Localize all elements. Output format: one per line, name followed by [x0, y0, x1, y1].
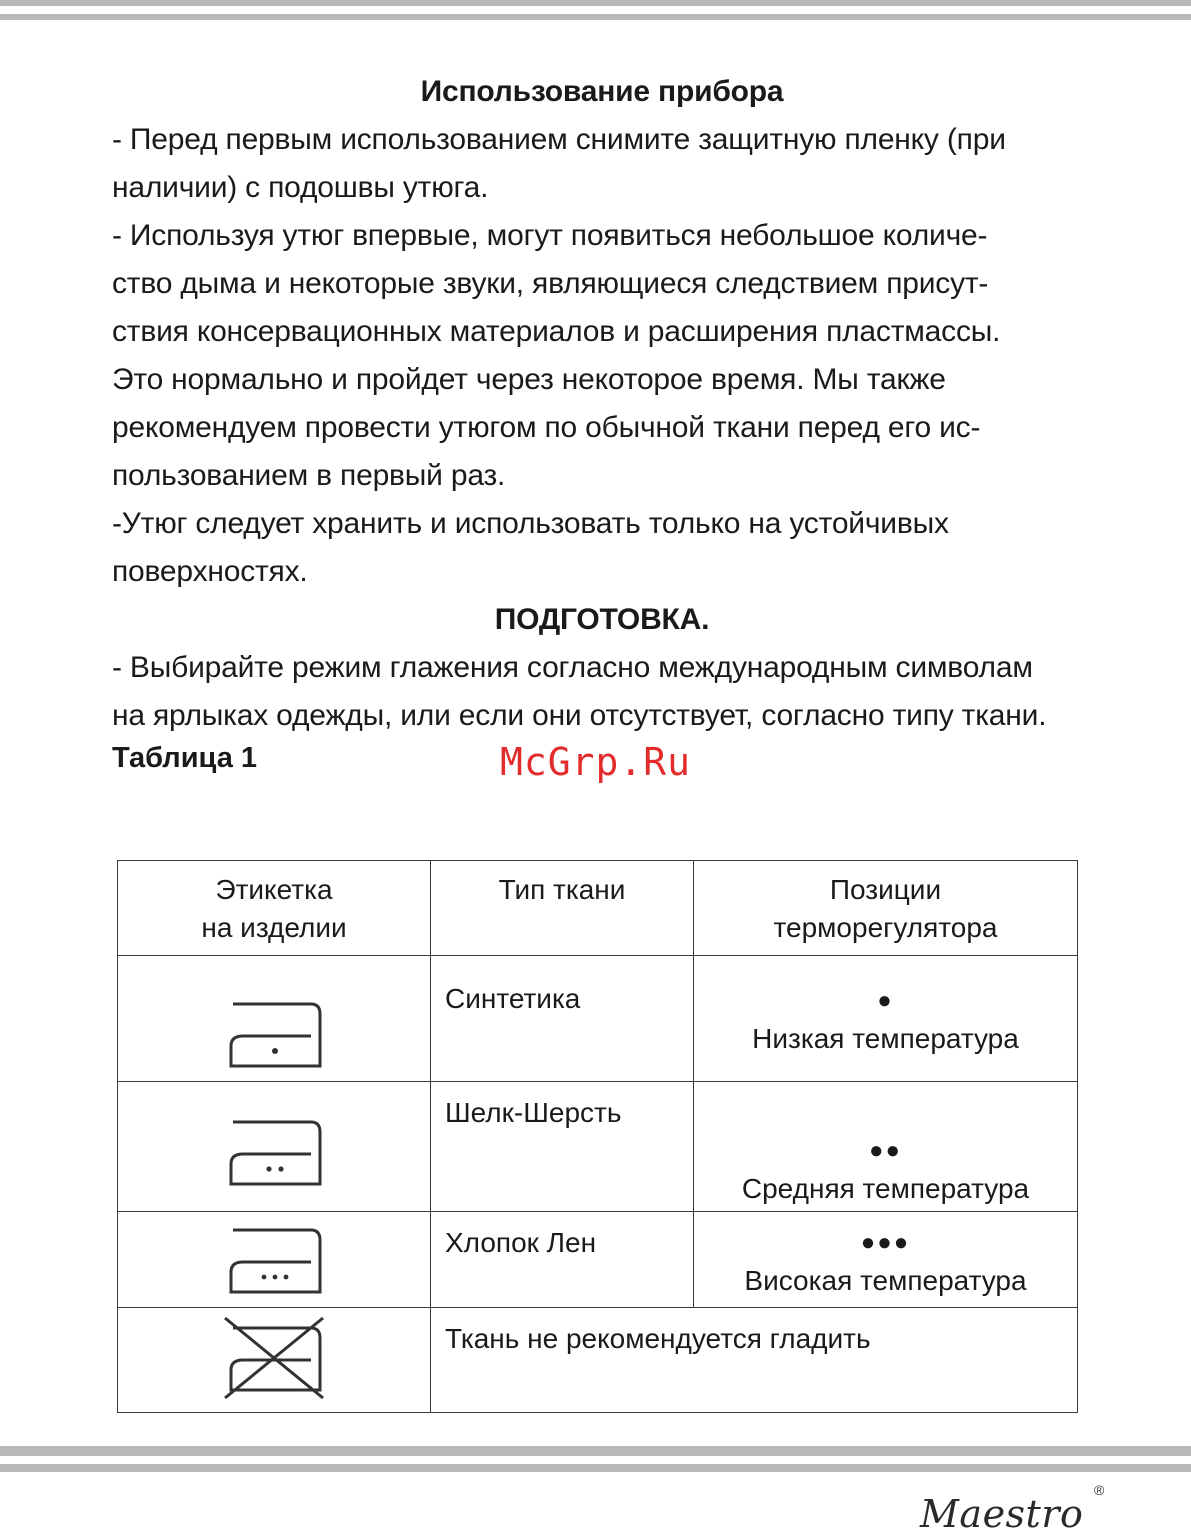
page-title: Использование прибора — [420, 75, 784, 108]
fabric-cell: Синтетика — [431, 956, 694, 1082]
dial-dots: ●●● — [860, 1229, 911, 1256]
bottom-rule-2 — [0, 1464, 1191, 1472]
table-label: Таблица 1 — [112, 742, 258, 774]
temperature-cell — [694, 1212, 1078, 1308]
table-row — [118, 956, 1078, 1082]
section-line: на ярлыках одежды, или если они отсутствует, согласно типу ткани. — [112, 699, 1047, 732]
header-position-line: терморегулятора — [773, 912, 998, 943]
temperature-label: Средняя температура — [741, 1173, 1030, 1204]
icon-cell — [118, 956, 431, 1082]
header-label-line: на изделии — [201, 912, 347, 943]
paragraph-line: - Используя утюг впервые, могут появиться небольшое количе- — [112, 219, 988, 252]
iron-one-dot-icon — [219, 990, 329, 1072]
temperature-label: Високая температура — [744, 1265, 1027, 1296]
icon-cell — [118, 1308, 431, 1413]
paragraph-line: ствия консервационных материалов и расширения пластмассы. — [112, 315, 1001, 348]
paragraph-line: ство дыма и некоторые звуки, являющиеся следствием присут- — [112, 267, 989, 300]
fabric-cell: Хлопок Лен — [431, 1212, 694, 1308]
do-not-iron-icon — [219, 1314, 329, 1404]
body-text — [112, 68, 1092, 740]
section-heading: ПОДГОТОВКА. — [494, 603, 710, 636]
iron-two-dots-icon — [219, 1108, 329, 1190]
paragraph-line: наличии) с подошвы утюга. — [112, 171, 489, 204]
no-iron-text: Ткань не рекомендуется гладить — [431, 1308, 1078, 1413]
brand-logo: Maestro — [920, 1492, 1084, 1536]
bottom-rule — [0, 1446, 1191, 1456]
table-row — [118, 1082, 1078, 1212]
ironing-table — [117, 860, 1078, 1413]
paragraph-line: рекомендуем провести утюгом по обычной ткани перед его ис- — [112, 411, 981, 444]
table-row — [118, 1308, 1078, 1413]
header-label — [118, 861, 431, 956]
paragraph-line: -Утюг следует хранить и использовать только на устойчивых — [112, 507, 949, 540]
paragraph-line: Это нормально и пройдет через некоторое время. Мы также — [112, 363, 946, 396]
icon-cell — [118, 1082, 431, 1212]
temperature-label: Низкая температура — [752, 1023, 1019, 1054]
section-line: - Выбирайте режим глажения согласно международным символам — [112, 651, 1033, 684]
header-fabric: Тип ткани — [431, 861, 694, 956]
iron-three-dots-icon — [219, 1216, 329, 1298]
icon-cell — [118, 1212, 431, 1308]
dial-dots: ● — [877, 987, 894, 1014]
paragraph-line: - Перед первым использованием снимите защитную пленку (при — [112, 123, 1006, 156]
header-position-line: Позиции — [829, 874, 942, 905]
registered-mark: ® — [1094, 1482, 1105, 1498]
table-header-row — [118, 861, 1078, 956]
header-label-line: Этикетка — [215, 874, 333, 905]
header-position — [694, 861, 1078, 956]
table-row — [118, 1212, 1078, 1308]
top-rule-2 — [0, 14, 1191, 20]
top-rule — [0, 0, 1191, 6]
temperature-cell — [694, 1082, 1078, 1212]
temperature-cell — [694, 956, 1078, 1082]
paragraph-line: пользованием в первый раз. — [112, 459, 506, 492]
fabric-cell: Шелк-Шерсть — [431, 1082, 694, 1212]
paragraph-line: поверхностях. — [112, 555, 308, 588]
dial-dots: ●● — [869, 1137, 902, 1164]
watermark: McGrp.Ru — [500, 740, 692, 784]
